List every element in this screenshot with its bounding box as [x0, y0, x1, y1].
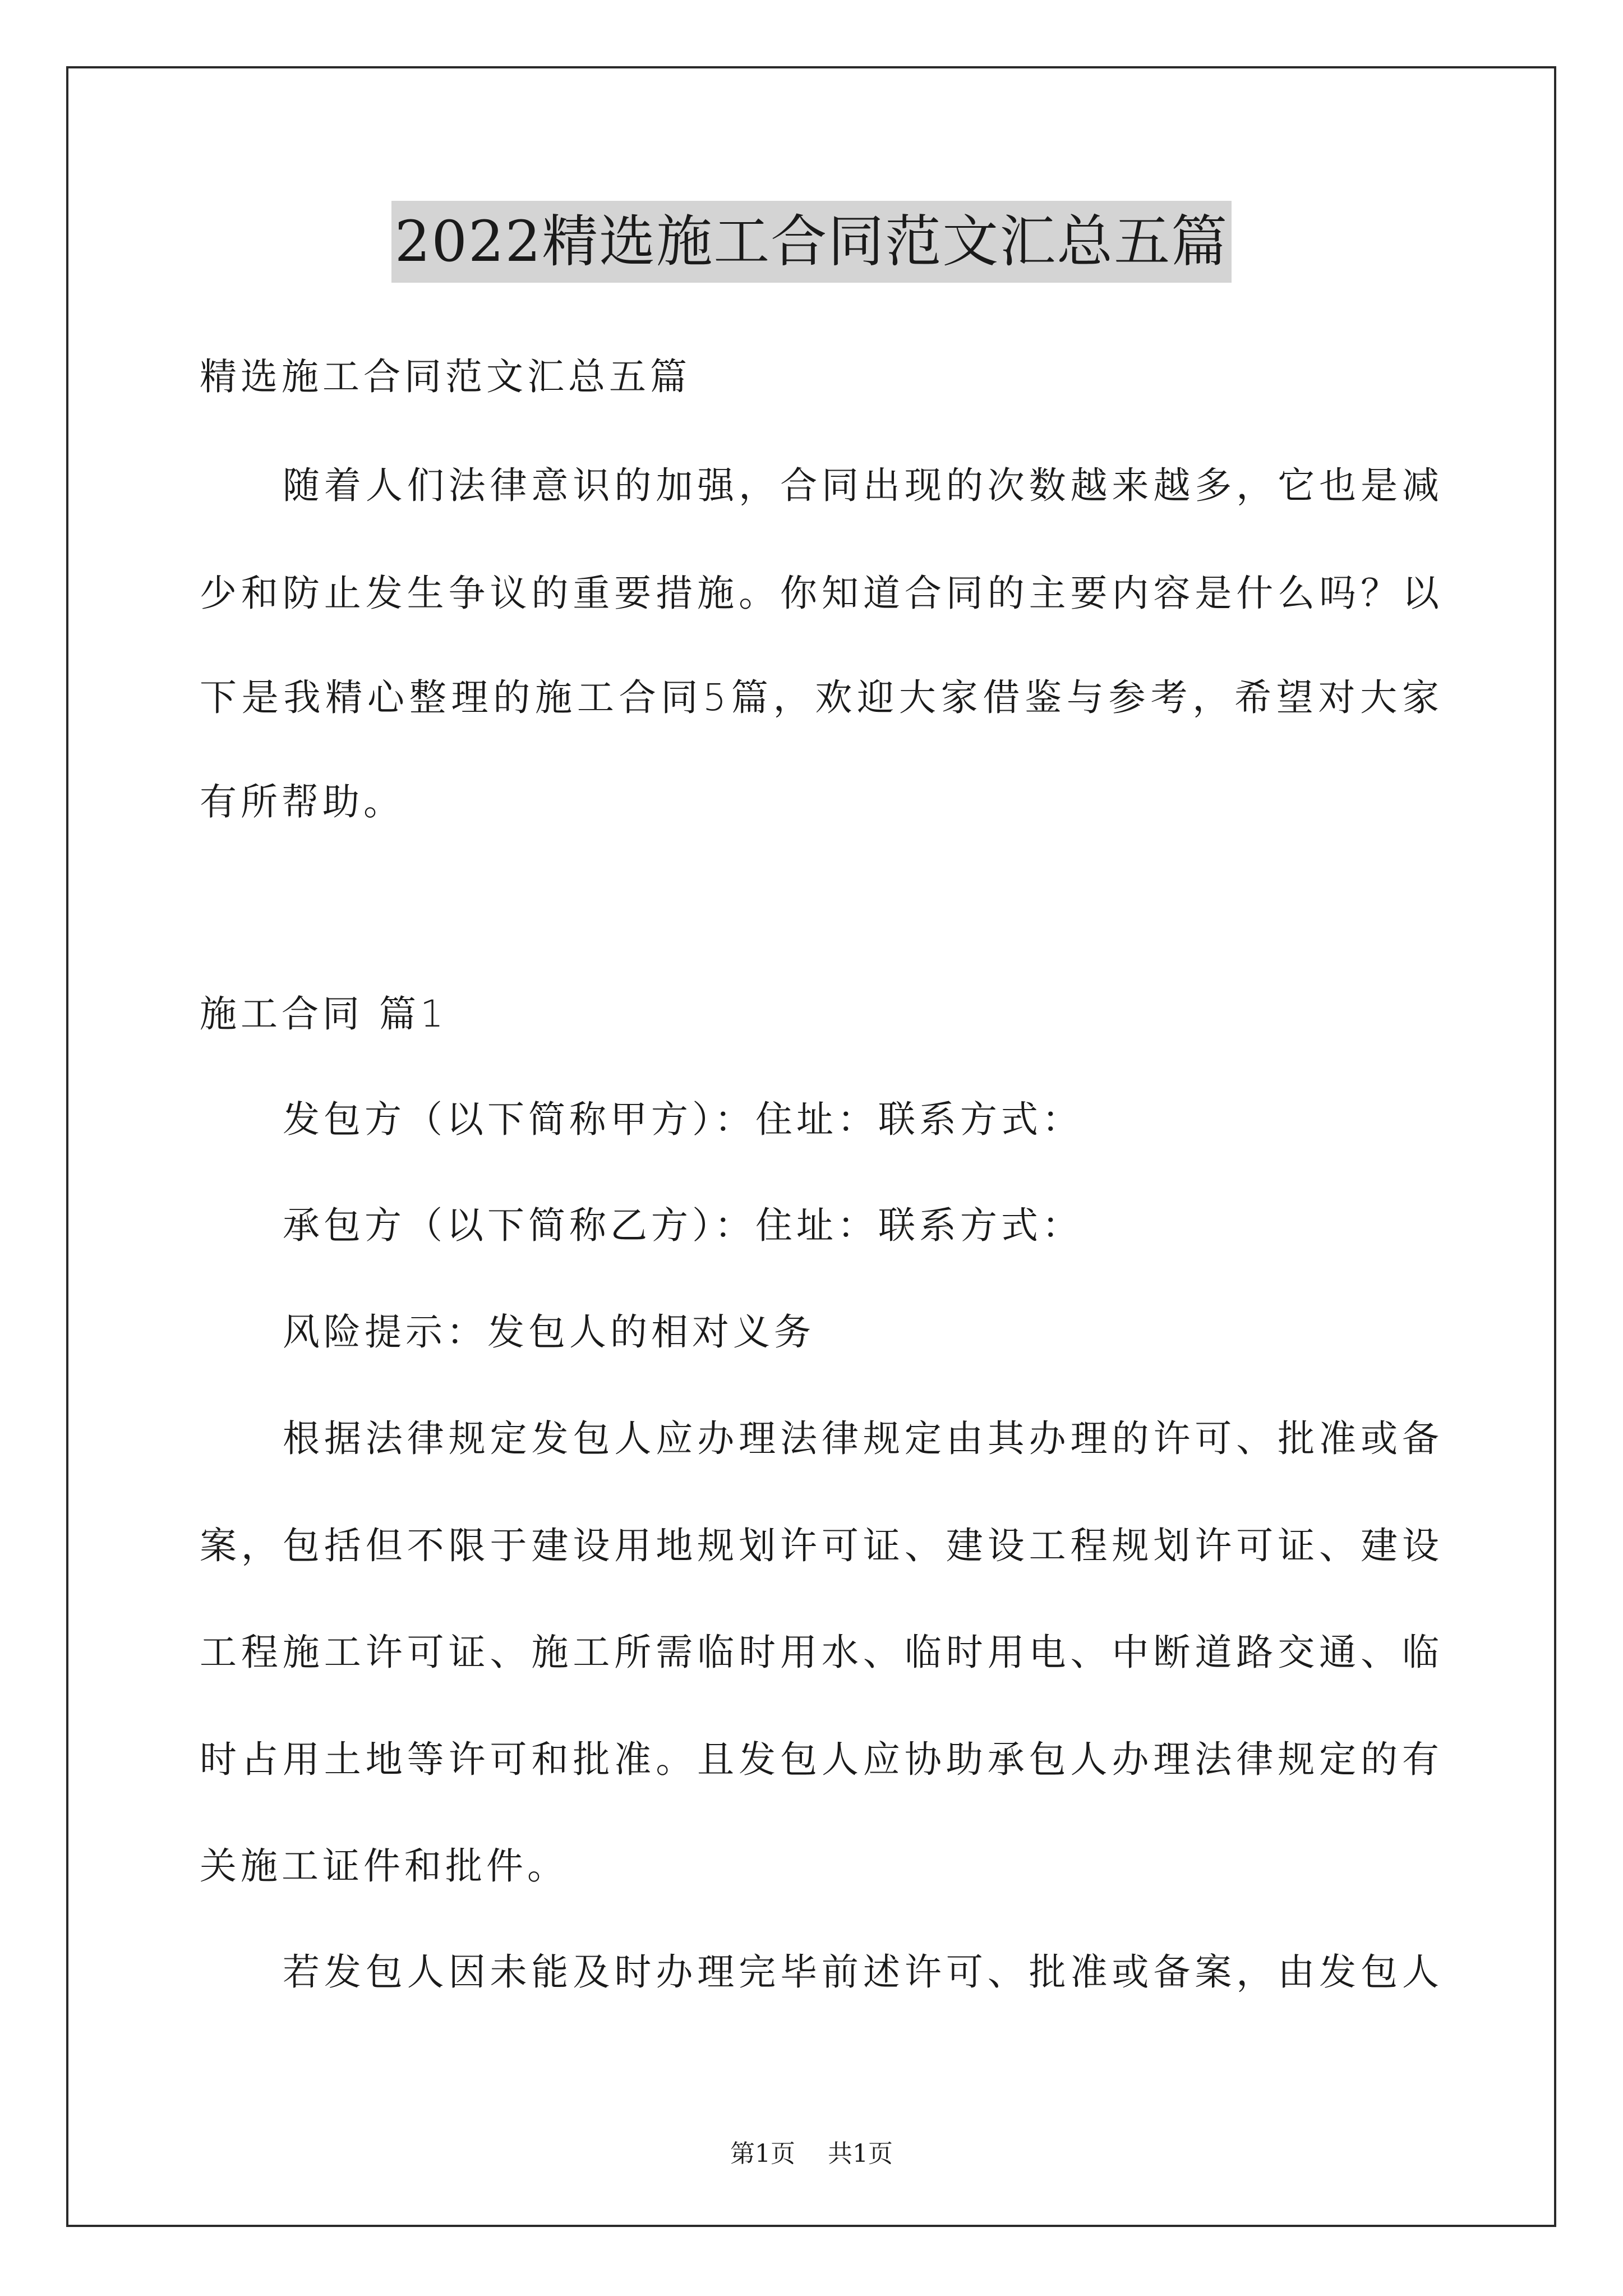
- clause-1-line-5: 关施工证件和批件。: [200, 1844, 568, 1888]
- intro-line-2: 少和防止发生争议的重要措施。你知道合同的主要内容是什么吗？以: [200, 572, 1439, 615]
- document-subtitle: 精选施工合同范文汇总五篇: [200, 355, 691, 398]
- section-heading: 施工合同 篇1: [200, 992, 448, 1036]
- intro-line-3: 下是我精心整理的施工合同5篇，欢迎大家借鉴与参考，希望对大家: [200, 676, 1439, 719]
- party-a-line: 发包方（以下简称甲方）：住址：联系方式：: [283, 1098, 1083, 1141]
- party-b-line: 承包方（以下简称乙方）：住址：联系方式：: [283, 1204, 1083, 1247]
- document-title: 2022精选施工合同范文汇总五篇: [391, 201, 1232, 283]
- page-total: 共1页: [828, 2139, 893, 2168]
- intro-line-1: 随着人们法律意识的加强，合同出现的次数越来越多，它也是减: [283, 464, 1439, 507]
- risk-tip-line: 风险提示：发包人的相对义务: [283, 1310, 815, 1354]
- page-number: 第1页: [730, 2139, 795, 2168]
- clause-2-line-1: 若发包人因未能及时办理完毕前述许可、批准或备案，由发包人: [283, 1950, 1439, 1994]
- title-wrapper: [0, 201, 1623, 283]
- clause-1-line-1: 根据法律规定发包人应办理法律规定由其办理的许可、批准或备: [283, 1417, 1439, 1460]
- intro-line-4: 有所帮助。: [200, 780, 404, 823]
- clause-1-line-3: 工程施工许可证、施工所需临时用水、临时用电、中断道路交通、临: [200, 1631, 1439, 1674]
- clause-1-line-2: 案，包括但不限于建设用地规划许可证、建设工程规划许可证、建设: [200, 1524, 1439, 1567]
- page-footer: [0, 2138, 1623, 2170]
- clause-1-line-4: 时占用土地等许可和批准。且发包人应协助承包人办理法律规定的有: [200, 1738, 1439, 1781]
